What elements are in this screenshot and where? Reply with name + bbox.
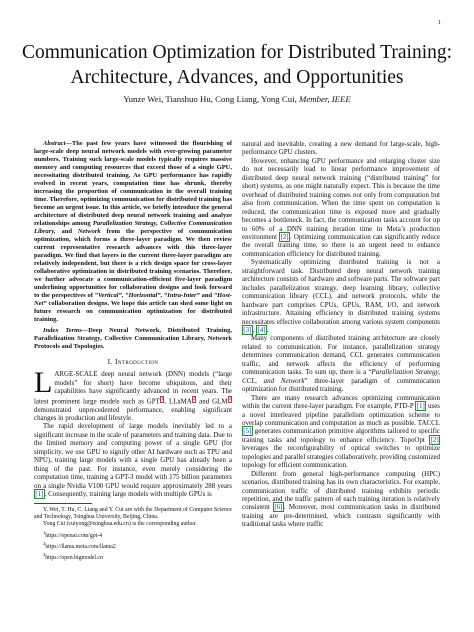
right-paragraph-6 (242, 470, 440, 529)
abstract-emph-2: Network (77, 228, 101, 235)
intro-p2-b: . Consequently, training large models with multiple GPUs is (44, 490, 212, 499)
right-p4-b: ” three-layer paradigm of communication optimization for distributed training. (242, 376, 440, 394)
drop-cap: L (34, 366, 53, 400)
footnote-num-3: 3 (43, 552, 46, 558)
right-paragraph-4 (242, 334, 440, 393)
footnote-url-2[interactable] (34, 540, 232, 551)
abstract-text-1: —The past few years have witnessed the flourishing of large-scale deep neural network models with ever-growing parameter numbers. Training such large-scale models typically requires massive memory and computing resources that exceed those of a single GPU, necessitating distributed training. As GPU performance has rapidly evolved in recent years, computation time has shrunk, thereby increasing the proportion of communication in the overall training time. Therefore, optimizing communication for distributed training has become an urgent issue. In this article, we briefly introduce the general architecture of distributed deep neural network training and analyze relationships among (34, 140, 232, 227)
citation-link[interactable]: [3] (243, 325, 252, 334)
footnote-url-1[interactable] (34, 529, 232, 540)
author-names: Yunze Wei, Tianshuo Hu, Cong Liang, Yong Cui, (123, 94, 297, 104)
footnote-ref-1[interactable]: 1 (160, 396, 164, 402)
citation-link[interactable]: [2] (280, 232, 289, 241)
author-line (20, 94, 454, 104)
intro-p2-a: The rapid development of large models inevitably led to a significant increase in the scale of parameters and training data. Due to the limited memory and computing power of a single GPU (for simplicity, we use GPU to signify other AI hardware such as TPU and NPU), training large models with a single GPU has already been a thing of the past. For instance, even merely considering the computation time, training a GPT-3 model with 175 billion parameters on a single Nvidia V100 GPU would require approximately 288 years (34, 422, 232, 490)
abstract-lead: Abstract (43, 140, 66, 147)
right-paragraph-1: natural and inevitable, creating a new demand for large-scale, high-performance GPU clusters. (242, 140, 440, 157)
intro-paragraph-2 (34, 422, 232, 498)
paper-title: Communication Optimization for Distributed Training: Architecture, Advances, and Opportunities (21, 42, 453, 88)
footnote-url-3[interactable] (34, 551, 232, 562)
citation-link[interactable]: [1] (35, 490, 44, 499)
abstract-emph-3: “Vertical”, “Horizontal”, “Intra-Inter” (94, 292, 200, 299)
footnote-url-2-text[interactable]: https://llama.meta.com/llama2 (45, 544, 116, 551)
right-p3-a: Systematically optimizing distributed training is not a straightforward task. Distributed deep neural network training architecture consists of hardware and software parts. The software part includes parallelization strategy, deep learning library, collective communication library (CCL), and network protocols, while the hardware part comprises CPUs, GPUs, RAM, I/O, and network infrastructure. Attaining efficiency in distributed training systems necessitates effective collaboration among various system components (242, 258, 440, 326)
footnotes (34, 503, 232, 563)
right-p4-a: Many components of distributed training architecture are closely related to communication. For instance, parallelization strategy determines communication demand, CCL generates communication traffic, and network affects the efficiency of performing communication tasks. To sum up, there is a “ (242, 334, 440, 377)
abstract-text-2: and (55, 228, 78, 235)
right-p2-a: However, enhancing GPU performance and enlarging cluster size do not necessarily lead to linear performance improvement of distributed deep neural network training (“distributed training” for short) systems, as one might naturally expect. This is because the time overhead of distributed training comes not only from computation but also from communication. When the time spent on computation is reduced, the communication time is exposed more and gradually becomes a bottleneck. In fact, the communication tasks account for up to 60% of a DNN training iteration time in Meta’s production environment (242, 156, 440, 241)
intro-p1-d: demonstrated unprecedented performance, enabling significant changes in production and lifestyle. (34, 405, 232, 423)
abstract-emph-1: Parallelization Strategy, Collective Communication Library, (34, 220, 232, 235)
right-p5-a: There are many research advances optimizing communication within the current three-layer paradigm. For example, PTD-P (242, 393, 440, 411)
intro-p1-b: , LLaMA (164, 397, 192, 406)
footnote-corresponding: Yong Cui (cuiyong@tsinghua.edu.cn) is the corresponding author. (43, 521, 197, 528)
abstract-emph-4: “Host-Net” (34, 292, 232, 307)
intro-p1-a: ARGE-SCALE deep neural network (DNN) models (“large models” for short) have become ubiquitous, and their capabilities have significantly advanced in recent years. The latest prominent large models such as GPT (34, 370, 232, 406)
abstract-text-4: and (199, 292, 214, 299)
right-p5-d: leverages the reconfigurability of optical switches to optimize topologies and parallel strategies collaboratively, providing customized topology for efficient communication. (242, 444, 440, 470)
footnote-ref-2[interactable]: 2 (192, 396, 196, 402)
intro-paragraph-1 (34, 366, 232, 423)
footnote-affiliation: Y. Wei, T. Hu, C. Liang and Y. Cui are with the Department of Computer Science and Technology, Tsinghua University, Beijing, China. (34, 506, 232, 520)
footnote-rule (34, 503, 92, 504)
right-paragraph-3: Systematically optimizing distributed training is not a straightforward task. Distributed deep neural network training architecture consists of hardware and software parts. The software part includes parallelization strategy, deep learning library, collective communication library (CCL), and network protocols, while the hardware part comprises CPUs, GPUs, RAM, I/O, and network infrastructure. Attaining efficiency in distributed training systems necessitates effective collaboration among various system components [3], [4]. (242, 258, 440, 334)
footnote-url-3-text[interactable]: https://open.bigmodel.cn (45, 555, 103, 562)
abstract-text-3: from the perspective of communication optimization, which forms a three-layer paradigm. We then review current representative research advances with this three-layer paradigm. We find that layers in the current three-layer paradigm are relatively independent, but there is a rich design space for cross-layer collaborative optimization in distributed training scenarios. Therefore, we further advocate a communication-efficient five-layer paradigm underlining opportunities for collaboration designs and look forward to the perspectives of (34, 228, 232, 299)
footnote-ref-3[interactable]: 3 (228, 396, 232, 402)
section-heading-introduction: I. Introduction (107, 357, 159, 366)
author-role: Member, IEEE (299, 94, 351, 104)
right-column (242, 140, 440, 529)
right-p5-c: generates communication primitive algorithms tailored to specific training tasks and topology to enhance efficiency. TopoOpt (242, 427, 440, 444)
footnote-num-1: 1 (43, 529, 46, 535)
citation-link[interactable]: [1] (416, 402, 425, 411)
index-terms-lead: Index Terms (43, 327, 82, 334)
footnote-url-1-text[interactable]: https://openai.com/gpt-4 (45, 532, 103, 539)
right-p6-a: Different from general high-performance computing (HPC) scenarios, distributed training has its own characteristics. For example, communication traffic of distributed training exhibits periodic repetition, and the traffic pattern of each training iteration is relatively consistent (242, 469, 440, 512)
citation-link[interactable]: [4] (257, 325, 266, 334)
intro-p1-c: and GLM (196, 397, 228, 406)
footnote-num-2: 2 (43, 541, 46, 547)
left-column (34, 140, 232, 563)
right-p6-b: . Moreover, most communication tasks in distributed training are pre-determined, which contrasts significantly with traditional tasks where traffic (242, 503, 440, 529)
right-p2-b: . Optimizing communication can significantly reduce the overall training time, so there is an urgent need to enhance communication efficiency for distributed training. (242, 232, 440, 258)
citation-link[interactable]: [5] (243, 427, 252, 436)
citation-link[interactable]: [6] (274, 503, 283, 512)
abstract-text-5: collaboration designs. We hope this article can shed some light on future research on communication optimization for distributed training. (34, 300, 232, 323)
index-terms (34, 327, 232, 351)
right-paragraph-5 (242, 394, 440, 470)
abstract (34, 140, 232, 324)
right-p3-b: . (266, 325, 269, 334)
citation-link[interactable]: [2] (430, 435, 439, 444)
right-paragraph-2 (242, 157, 440, 258)
right-p4-emph: Parallelization Strategy, CCL, and Network (242, 368, 440, 385)
index-terms-text: —Deep Neural Network, Distributed Training, Parallelization Strategy, Collective Communication Library, Network Protocols and Topologies. (34, 327, 232, 350)
page-number: 1 (438, 20, 441, 26)
right-p5-b: uses a novel interleaved pipeline parallelism optimization scheme to overlap communication and computation as much as possible. TACCL (242, 402, 440, 427)
